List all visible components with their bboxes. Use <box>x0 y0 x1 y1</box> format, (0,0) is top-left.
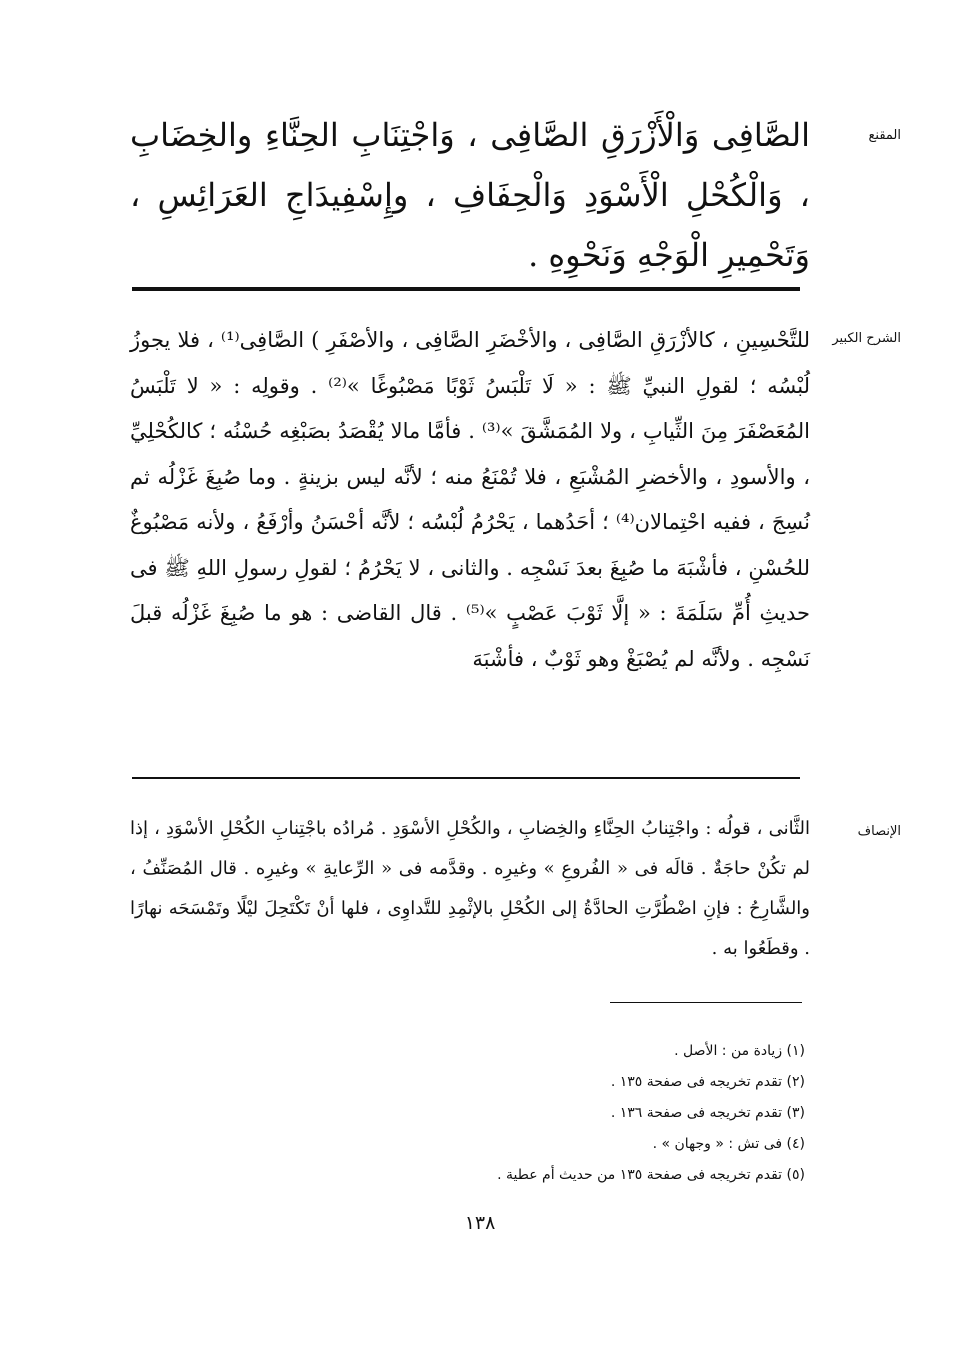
footnote: (١) زيادة من : الأصل . <box>674 1043 805 1059</box>
insaf-label: الإنصاف <box>857 824 901 839</box>
footnote: (٢) تقدم تخريجه فى صفحة ١٣٥ . <box>610 1074 805 1090</box>
footnote: (٥) تقدم تخريجه فى صفحة ١٣٥ من حديث أم عطية . <box>497 1167 805 1183</box>
footnote: (٤) فى تش : « وجهان » . <box>652 1136 805 1152</box>
sharh-text: للتَّحْسِينِ ، كالأزْرَقِ الصَّافِى ، والأخْضَرِ الصَّافِى ، والأصْفَرِ ) الصَّافِى⁽¹⁾ ، فلا يجوزُ لُبْسُه ؛ لقولِ النبيِّ ﷺ : « لَا تَلْبَسُ ثَوْبًا مَصْبُوغًا »⁽²⁾ . وقولِه : « لا تَلْبَسُ المُعَصْفَرَ مِنَ الثِّيابِ ، ولا المُمَشَّقَ »⁽³⁾ . فأمَّا مالا يُقْصَدُ بصَبْغِه حُسْنُه ؛ كالكُحْلِيِّ ، والأسودِ ، والأخضرِ المُشْبَعِ ، فلا تُمْنَعُ منه ؛ لأنَّه ليس بزينةٍ . وما صُبِغَ غَزْلُه ثم نُسِجَ ، ففيه احْتِمالان⁽⁴⁾ ؛ أحَدُهما ، يَحْرُمُ لُبْسُه ؛ لأنَّه أحْسَنُ وأرْفَعُ ، ولأنه مَصْبُوغٌ للحُسْنِ ، فأشْبَهَ ما صُبِغَ بعدَ نَسْجِه . والثانى ، لا يَحْرُمُ ؛ لقولِ رسولِ اللهِ ﷺ فى حديثِ أُمِّ سَلَمَةَ : « إلَّا ثَوْبَ عَصْبٍ »⁽⁵⁾ . قال القاضى : هو ما صُبِغَ غَزْلُه قبلَ نَسْجِه . ولأنَّه لم يُصْبَغْ وهو ثَوْبٌ ، فأشْبَهَ <box>130 328 810 671</box>
muqni-label: المقنع <box>868 128 901 143</box>
muqni-text: الصَّافِى وَالْأَزْرَقِ الصَّافِى ، وَاجْتِنَابِ الحِنَّاءِ والخِضَابِ ، وَالْكُحْلِ الْأَسْوَدِ وَالْحِفَافِ ، وإِسْفِيدَاجِ العَرَائِسِ ، وَتَحْمِيرِ الْوَجْهِ وَنَحْوِهِ . <box>130 116 810 274</box>
insaf-text: الثَّانى ، قولُه : واجْتِنابُ الحِنَّاءِ والخِضابِ ، والكُحْلِ الأسْوَدِ . مُرادُه باجْتِنابِ الكُحْلِ الأسْوَدِ ، إذا لم تكُنْ حاجَةٌ . قالَه فى « الفُروعِ » وغيرِه . وقدَّمه فى « الرِّعايةِ » وغيرِه . قال المُصَنِّفُ ، والشَّارِحُ : فإنِ اضْطُرَّتِ الحادَّةُ إلى الكُحْلِ بالإثْمِدِ للتَّداوِى ، فلها أنْ تَكْتَحِلَ ليْلًا وتَمْسَحَه نهارًا . وقطَعُوا به . <box>130 818 810 959</box>
section-divider-thin <box>132 777 800 779</box>
footnotes-list <box>300 1036 805 1191</box>
footnote: (٣) تقدم تخريجه فى صفحة ١٣٦ . <box>610 1105 805 1121</box>
footnote-divider <box>610 1002 802 1003</box>
page-number: ١٣٨ <box>464 1212 496 1234</box>
section-divider-thick <box>132 287 800 291</box>
sharh-label: الشرح الكبير <box>832 331 901 346</box>
